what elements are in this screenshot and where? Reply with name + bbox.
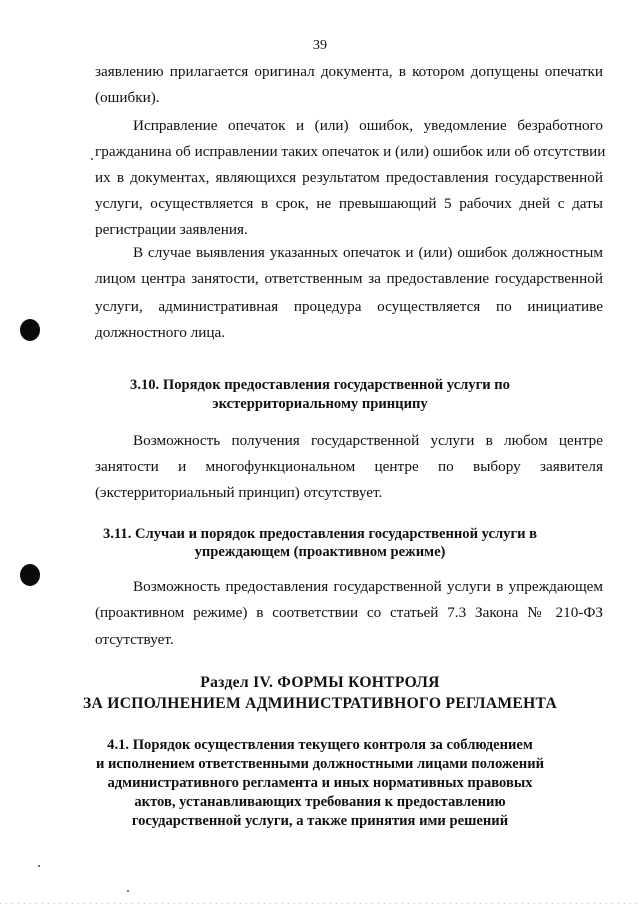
paragraph-line: должностного лица.: [95, 324, 226, 341]
paragraph-line: заявлению прилагается оригинал документа, в котором допущены опечатки: [95, 63, 603, 80]
section-heading-4-1: административного регламента и иных нормативных правовых: [107, 775, 533, 791]
section-heading-4-1: и исполнением ответственными должностными лицами положений: [95, 756, 545, 772]
scan-edge-dots: [0, 903, 640, 904]
paragraph-line: Возможность получения государственной услуги в любом центре: [133, 432, 603, 449]
paragraph-line: Возможность предоставления государственной услуги в упреждающем: [133, 578, 603, 595]
paragraph-line: (ошибки).: [95, 89, 160, 106]
section-heading-3-10: экстерриториальному принципу: [212, 396, 428, 412]
section-iv-heading: ЗА ИСПОЛНЕНИЕМ АДМИНИСТРАТИВНОГО РЕГЛАМЕНТА: [82, 695, 558, 712]
paragraph-line: их в документах, являющихся результатом предоставления государственной: [95, 169, 603, 186]
paragraph-line: гражданина об исправлении таких опечаток и (или) ошибок или об отсутствии: [95, 143, 606, 160]
paragraph-line: (экстерриториальный принцип) отсутствует.: [95, 484, 383, 501]
section-heading-4-1: 4.1. Порядок осуществления текущего контроля за соблюдением: [107, 737, 533, 753]
paragraph-line: В случае выявления указанных опечаток и (или) ошибок должностным: [133, 244, 603, 261]
scan-speck: [91, 158, 93, 160]
paragraph-line: услуги, осуществляется в срок, не превышающий 5 рабочих дней с даты: [95, 195, 603, 212]
section-heading-3-11: упреждающем (проактивном режиме): [194, 544, 446, 560]
punch-hole-mark: [20, 564, 40, 586]
section-heading-3-10: 3.10. Порядок предоставления государственной услуги по: [130, 377, 510, 393]
paragraph-line: занятости и многофункциональном центре по выбору заявителя: [95, 458, 603, 475]
paragraph-line: регистрации заявления.: [95, 221, 248, 238]
section-iv-heading: Раздел IV. ФОРМЫ КОНТРОЛЯ: [200, 674, 440, 691]
section-heading-4-1: актов, устанавливающих требования к предоставлению: [134, 794, 506, 810]
paragraph-line: услуги, административная процедура осуществляется по инициативе: [95, 298, 603, 315]
scan-speck: [38, 865, 40, 867]
scan-speck: [127, 890, 129, 892]
paragraph-line: лицом центра занятости, ответственным за предоставление государственной: [95, 270, 603, 287]
punch-hole-mark: [20, 319, 40, 341]
section-heading-4-1: государственной услуги, а также принятия ими решений: [131, 813, 509, 829]
section-heading-3-11: 3.11. Случаи и порядок предоставления государственной услуги в: [102, 526, 538, 542]
page-number: 39: [313, 38, 327, 53]
paragraph-line: Исправление опечаток и (или) ошибок, уведомление безработного: [133, 117, 603, 134]
paragraph-line: (проактивном режиме) в соответствии со статьей 7.3 Закона № 210-ФЗ: [95, 604, 603, 621]
paragraph-line: отсутствует.: [95, 631, 174, 648]
